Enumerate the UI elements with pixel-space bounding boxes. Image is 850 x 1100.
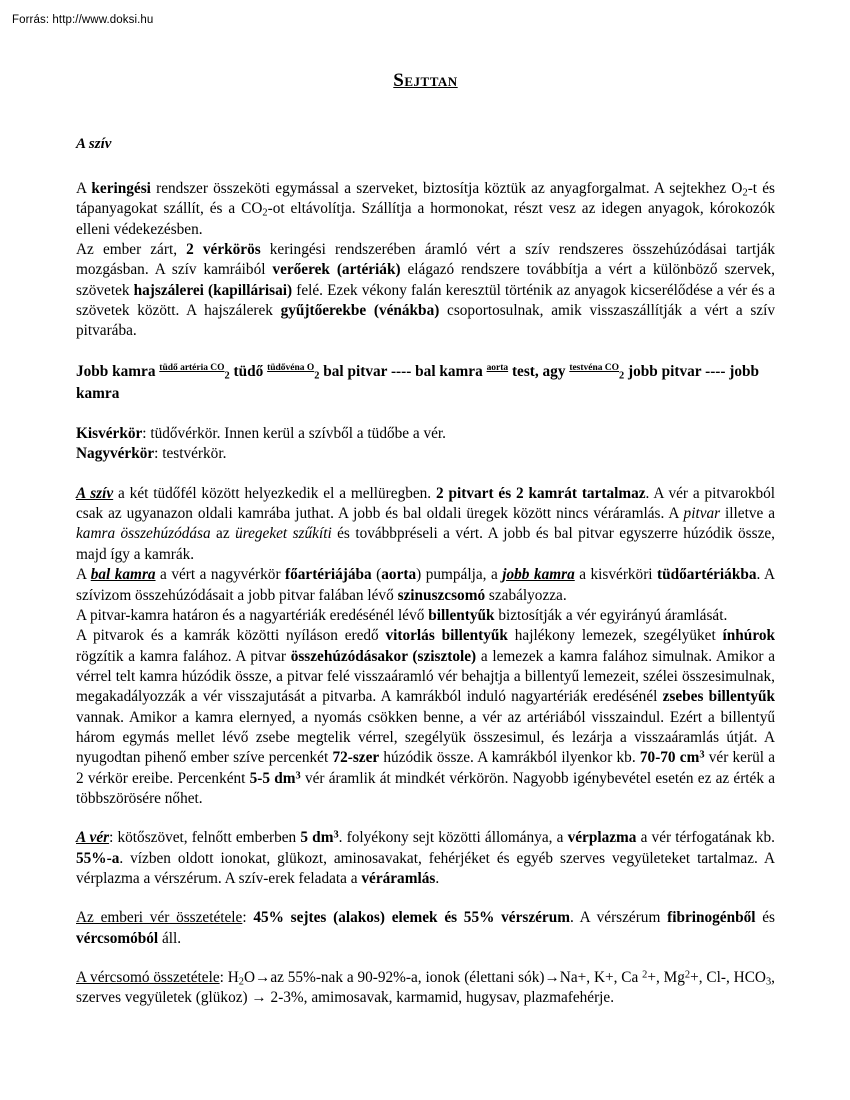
text-segment: hajlékony lemezek, szegélyüket <box>507 627 723 645</box>
text-segment: Az ember zárt, <box>76 241 187 259</box>
text-segment: A pitvarok és a kamrák közötti nyíláson eredő <box>76 627 386 645</box>
section-heading-a-sziv: A szív <box>76 136 112 152</box>
definition-kisverkor <box>76 424 775 444</box>
term-bal-kamra: bal kamra <box>90 566 156 584</box>
bold-5-dm3: 5 dm <box>300 829 334 847</box>
text-segment: +, Cl-, HCO <box>690 969 766 986</box>
bold-veroerek-arteriak: verőerek (artériák) <box>272 261 401 279</box>
flow-label-testvena-sub: 2 <box>619 370 625 382</box>
term-emberi-ver-osszetetele: Az emberi vér összetétele <box>76 909 243 927</box>
bold-gyujtoerekbe-venakba: gyűjtőerekbe (vénákba) <box>280 302 440 320</box>
text-segment: tüdő <box>229 362 268 380</box>
text-segment: biztosítják a vér egyirányú áramlását. <box>494 606 728 624</box>
text-segment: áll. <box>158 929 182 947</box>
circulation-flow-diagram <box>76 361 775 405</box>
source-url-header: Forrás: http://www.doksi.hu <box>12 14 154 26</box>
italic-kamra-osszehuzodasa: kamra összehúzódása <box>76 525 211 543</box>
text-segment: : testvérkör. <box>154 445 227 463</box>
text-segment: rendszer összeköti egymással a szerveket, biztosítja köztük az anyagforgalmat. A sejtekhez O <box>150 180 743 197</box>
flow-label-tudovena: tüdővéna O <box>267 362 315 373</box>
bold-5-5-dm3: 5-5 dm <box>249 769 296 787</box>
bold-verplazma: vérplazma <box>567 829 637 847</box>
bold-aorta: aorta <box>381 566 417 584</box>
superscript-cm-cubed: 3 <box>699 749 705 761</box>
subscript-o2: 2 <box>742 187 748 199</box>
flow-label-tudovena-sub: 2 <box>314 370 320 382</box>
text-segment: csoportosulnak, amik visszaszállítják a vért a szív pitvarába. <box>76 302 775 340</box>
bold-72-szer: 72-szer <box>332 749 380 767</box>
bold-zsebes-billentyuk: zsebes billentyűk <box>662 688 775 706</box>
text-segment: keringési rendszerében áramló vért a szív rendszeres összehúzódásai tartják mozgásban. A szív kamráiból <box>76 241 775 279</box>
text-segment: rögzítik a kamra falához. A pitvar <box>76 647 291 665</box>
text-segment: O→az 55%-nak a 90-92%-a, ionok (élettani sók)→Na+, K+, Ca <box>244 969 643 986</box>
flow-label-tudo-arteria-sub: 2 <box>224 370 230 382</box>
flow-label-aorta: aorta <box>486 362 509 373</box>
paragraph-a-ver <box>76 828 775 889</box>
text-segment: . A vér a pitvarokból csak az ugyanazon oldali kamrába juthat. A jobb és bal oldali üregek között nincs véráramlás. A <box>76 484 776 523</box>
text-segment: húzódik össze. A kamrákból ilyenkor kb. <box>379 749 640 767</box>
text-segment: . A szívizom összehúzódásait a jobb pitvar falában lévő <box>76 566 776 604</box>
superscript-dm-cubed-blood: 3 <box>333 829 339 841</box>
term-a-ver: A vér <box>76 829 110 847</box>
text-segment: A <box>76 566 91 584</box>
bold-foarteriajaba: főartériájába <box>285 566 372 584</box>
text-segment: . vízben oldott ionokat, glükozt, aminosavakat, fehérjéket és egyéb szerves vegyületeket tartalmaz. A vérplazma a vérszérum. A szív-erek feladata a <box>76 849 775 887</box>
text-segment: felé. Ezek vékony falán keresztül történik az anyagok kicserélődése a vér és a szövetek között. A hajszálerek <box>76 281 776 320</box>
bold-vercsomobol: vércsomóból <box>76 929 159 947</box>
subscript-co2: 2 <box>262 207 268 219</box>
text-segment: az <box>210 525 236 543</box>
term-jobb-kamra: jobb kamra <box>502 566 575 584</box>
term-a-sziv: A szív <box>76 484 114 502</box>
bold-veraramlas: véráramlás <box>361 869 436 887</box>
subscript-h2o: 2 <box>238 976 244 988</box>
text-segment: . <box>435 869 440 887</box>
term-nagyverkor: Nagyvérkör <box>76 445 155 463</box>
italic-uregeket-szukiti: üregeket szűkíti <box>235 525 332 543</box>
flow-label-testvena: testvéna CO <box>569 362 620 373</box>
bold-billentyuk: billentyűk <box>428 606 495 624</box>
paragraph-vitorlas-billentyuk <box>76 626 775 809</box>
paragraph-ver-osszetetele <box>76 908 775 949</box>
text-segment: test, agy <box>508 362 570 380</box>
bold-keringesi: keringési <box>91 180 151 197</box>
text-segment: . folyékony sejt közötti állománya, a <box>338 829 568 847</box>
flow-label-tudo-arteria: tüdő artéria CO <box>159 362 225 373</box>
text-segment: a két tüdőfél között helyezkedik el a mellüregben. <box>113 484 436 502</box>
bold-hajszalerei-kapillarisai: hajszálerei (kapillárisai) <box>133 281 293 299</box>
superscript-mg-charge: 2 <box>684 969 691 981</box>
text-segment: ) pumpálja, a <box>416 566 503 584</box>
paragraph-keringesi-rendszer <box>76 179 775 240</box>
text-segment: ( <box>371 566 382 584</box>
text-segment: a lemezek a kamra falához simulnak. Amikor a vérrel telt kamra húzódik össze, a pitvar felé visszaáramló vér behajtja a billentyű lemezeit, szélei összesimulnak, megakadályozzák a vér visszajutását a pitvarba. A kamrákból induló nagyartériák eredésénél <box>76 647 775 706</box>
text-segment: A pitvar-kamra határon és a nagyartériák eredésénél lévő <box>76 606 429 624</box>
paragraph-a-sziv-anatomy <box>76 484 775 565</box>
term-kisverkor: Kisvérkör <box>76 425 143 443</box>
bold-55-percent: 55%-a <box>76 849 120 867</box>
bold-szinuszcsomo: szinuszcsomó <box>397 586 486 604</box>
text-segment: A <box>76 180 92 197</box>
document-content <box>76 70 775 1009</box>
text-segment: vér kerül a 2 vérkör ereibe. Percenként <box>76 749 775 787</box>
text-segment: elágazó rendszere továbbítja a vért a különböző szervek, szövetek <box>76 261 776 299</box>
bold-inhurok: ínhúrok <box>722 627 775 645</box>
bold-70-70-cm3: 70-70 cm <box>639 749 700 767</box>
text-segment: bal pitvar ---- bal kamra <box>319 362 487 380</box>
italic-pitvar: pitvar <box>683 505 721 523</box>
text-segment: a vér térfogatának kb. <box>636 829 775 847</box>
bold-45-55-percent: 45% sejtes (alakos) elemek és 55% vérszérum <box>253 909 570 927</box>
text-segment: szabályozza. <box>485 586 567 604</box>
text-segment: és továbbpréseli a vért. A jobb és bal pitvar egyszerre húzódik össze, majd így a kamrák. <box>76 525 775 563</box>
paragraph-bal-kamra <box>76 565 775 606</box>
text-segment: +, Mg <box>647 969 685 986</box>
term-vercsomo-osszetetele: A vércsomó összetétele <box>76 969 220 986</box>
text-segment: vér áramlik át mindkét vérkörön. Nagyobb igénybevétel esetén ez az érték a többszörösére nőhet. <box>76 769 776 807</box>
page-title: Sejttan <box>393 70 458 91</box>
text-segment: -ot eltávolítja. Szállítja a hormonokat, részt vesz az idegen anyagok, kórokozók elleni védekezésben. <box>76 200 775 238</box>
text-segment: Jobb kamra <box>76 362 160 380</box>
paragraph-billentyuk <box>76 606 775 626</box>
text-segment: : kötőszövet, felnőtt emberben <box>109 829 301 847</box>
bold-2-verkoros: 2 vérkörös <box>186 241 261 259</box>
definition-nagyverkor <box>76 444 775 464</box>
text-segment: . A vérszérum <box>569 909 668 927</box>
bold-2-pitvart-2-kamrat: 2 pitvart és 2 kamrát tartalmaz <box>436 484 646 502</box>
bold-vitorlas-billentyuk: vitorlás billentyűk <box>385 627 508 645</box>
paragraph-vercsomo-osszetetele <box>76 968 775 1009</box>
superscript-ca-charge: 2 <box>642 969 648 981</box>
bold-osszehuzodasakor-szisztole: összehúzódásakor (szisztole) <box>290 647 477 665</box>
text-segment: jobb pitvar ---- jobb kamra <box>76 362 760 402</box>
bold-fibrinogenbol: fibrinogénből <box>667 909 756 927</box>
text-segment: -t és tápanyagokat szállít, és a CO <box>76 180 775 218</box>
text-segment: a vért a nagyvérkör <box>155 566 286 584</box>
bold-tudoarteriakba: tüdőartériákba <box>657 566 757 584</box>
text-segment: vannak. Amikor a kamra elernyed, a nyomás csökken benne, a vér az artériából visszaindul. Ezért a billentyű három egymás mellet lévő zsebe megtelik vérrel, szegélyük összesimul, és lezárja a visszaáramlás útját. A nyugodtan pihenő ember szíve percenkét <box>76 708 775 767</box>
superscript-dm-cubed: 3 <box>295 769 301 781</box>
text-segment: és <box>755 909 775 927</box>
text-segment: : <box>242 909 254 927</box>
text-segment: , szerves vegyületek (glükoz) → 2-3%, amimosavak, karmamid, hugysav, plazmafehérje. <box>76 969 775 1007</box>
subscript-hco3: 3 <box>765 976 772 988</box>
text-segment: : tüdővérkör. Innen kerül a szívből a tüdőbe a vér. <box>142 425 447 443</box>
text-segment: a kisvérköri <box>574 566 658 584</box>
text-segment: : H <box>219 969 239 986</box>
paragraph-2-verkoros <box>76 240 775 342</box>
text-segment: illetve a <box>720 505 776 523</box>
